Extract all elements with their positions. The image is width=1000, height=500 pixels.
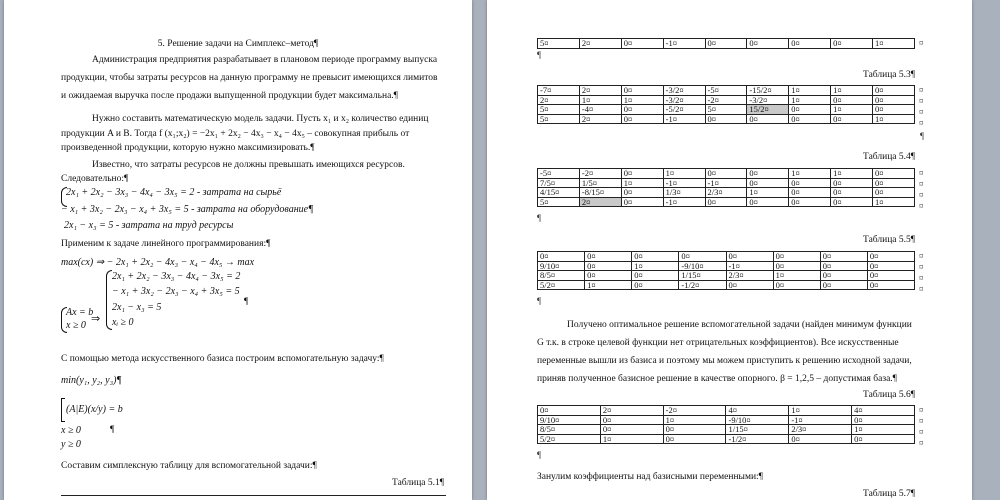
table-cell: 0¤ (789, 188, 831, 198)
table-cell: 1/3¤ (663, 188, 705, 198)
paragraph-line: Занулим коэффициенты над базисными переменными:¶ (537, 472, 763, 482)
table-cell: 0¤ (600, 415, 663, 425)
implies-arrow: ⇒ (91, 313, 101, 325)
table-row (538, 434, 915, 444)
system-row: xᵢ ≥ 0 (112, 317, 134, 328)
table-cell: 0¤ (585, 252, 632, 262)
table-cell: 1¤ (585, 280, 632, 290)
table-cell: 0¤ (873, 86, 915, 96)
paragraph-line: произведенной продукции, которую нужно максимизировать.¶ (61, 143, 315, 153)
table-cell: 0¤ (538, 406, 601, 416)
pivot-cell: 2¤ (579, 197, 621, 207)
table-cell: 2¤ (579, 86, 621, 96)
table-cell: 2/3¤ (789, 425, 852, 435)
constraint-labor: 2x₁ − x₃ = 5 - затрата на труд ресурсы (64, 220, 234, 231)
table-cell: 1/15¤ (726, 425, 789, 435)
table-cell: 0¤ (585, 271, 632, 281)
table-cell: 2/3¤ (705, 188, 747, 198)
paragraph-line: С помощью метода искусственного базиса построим вспомогательную задачу:¶ (61, 354, 384, 364)
table-cell: 1¤ (747, 188, 789, 198)
paragraph-line: продукции A и B. Тогда f (x₁;x₂) = −2x₁ + 2x₂ − 4x₃ − x₄ − 4x₅ – совокупная прибыль от (61, 129, 410, 139)
row-end-mark: ¤ (919, 190, 924, 200)
table-cell: 5¤ (538, 114, 580, 124)
table-cell: -4¤ (579, 105, 621, 115)
table-cell: 0¤ (789, 105, 831, 115)
table-cell: 0¤ (726, 252, 773, 262)
table-cell: 0¤ (873, 95, 915, 105)
table-cell: -9/10¤ (679, 261, 726, 271)
row-end-mark: ¤ (919, 85, 924, 95)
table-cell: 0¤ (621, 39, 663, 49)
table-cell: 0¤ (820, 280, 867, 290)
table-caption: Таблица 5.3¶ (863, 70, 916, 80)
paragraph-line: продукции, чтобы затраты ресурсов на данную программу не превысит имеющихся лимитов (61, 73, 438, 83)
section-heading: 5. Решение задачи на Симплекс–метод¶ (157, 39, 319, 49)
table-cell: 0¤ (747, 169, 789, 179)
table-caption: Таблица 5.4¶ (863, 152, 916, 162)
table-cell: 1¤ (789, 95, 831, 105)
table-cell: 1/15¤ (679, 271, 726, 281)
table-cell: 1¤ (789, 169, 831, 179)
paragraph-mark: ¶ (537, 296, 542, 306)
table-cell: 1¤ (773, 271, 820, 281)
table-cell: -1¤ (789, 415, 852, 425)
aux-system: (A|E)(x/y) = b (66, 404, 123, 415)
table-cell: 5¤ (538, 197, 580, 207)
table-cell: 0¤ (747, 178, 789, 188)
table-cell: 0¤ (789, 434, 852, 444)
table-cell: 2/3¤ (726, 271, 773, 281)
table-cell: 5¤ (538, 105, 580, 115)
table-cell: 1¤ (600, 434, 663, 444)
table-cell: 0¤ (600, 425, 663, 435)
row-end-mark: ¤ (919, 427, 924, 437)
table-row (538, 105, 915, 115)
table-cell: 0¤ (747, 114, 789, 124)
table-cell: 0¤ (621, 188, 663, 198)
table-cell: 0¤ (632, 271, 679, 281)
paragraph-line: Применим к задаче линейного программирования:¶ (61, 239, 271, 249)
table-cell: 5/2¤ (538, 434, 601, 444)
table-cell: -1¤ (663, 39, 705, 49)
table-cell: 5/2¤ (538, 280, 585, 290)
table-cell: -3/2¤ (663, 95, 705, 105)
table-cell: -1/2¤ (679, 280, 726, 290)
paragraph-line: Известно, что затраты ресурсов не должны превышать имеющихся ресурсов. (92, 160, 405, 170)
table-cell: 8/5¤ (538, 271, 585, 281)
aux-y-nonnegative: y ≥ 0 (61, 439, 81, 450)
table-cell: 0¤ (789, 39, 831, 49)
table-cell: -9/10¤ (726, 415, 789, 425)
table-row (538, 197, 915, 207)
system-row: 2x₁ + 2x₂ − 3x₃ − 4x₄ − 3x₅ = 2 (112, 271, 241, 282)
table-cell: -1¤ (663, 114, 705, 124)
table-row (538, 252, 915, 262)
paragraph-line: Получено оптимальное решение вспомогательной задачи (найден минимум функции (567, 320, 912, 330)
system-row: − x₁ + 3x₂ − 2x₃ − x₄ + 3x₅ = 5 (112, 286, 240, 297)
paragraph-line: переменные вышли из базиса и поэтому мы можем приступить к решению исходной задачи, (537, 356, 912, 366)
table-cell: 0¤ (789, 197, 831, 207)
table-cell: 1¤ (789, 406, 852, 416)
table-cell: 1¤ (873, 39, 915, 49)
table-caption: Таблица 5.1¶ (392, 478, 445, 488)
table-cell: 0¤ (632, 252, 679, 262)
table-cell: 1¤ (789, 86, 831, 96)
table-caption: Таблица 5.6¶ (863, 390, 916, 400)
table-cell: 0¤ (867, 280, 914, 290)
min-expression: min(y₁, y₂, y₃)¶ (61, 375, 122, 386)
row-end-mark: ¤ (919, 251, 924, 261)
row-end-mark: ¤ (919, 284, 924, 294)
row-end-mark: ¤ (919, 405, 924, 415)
table-cell: 0¤ (873, 169, 915, 179)
table-cell: 0¤ (820, 271, 867, 281)
table-cell: 8/5¤ (538, 425, 601, 435)
table-cell: 1¤ (579, 95, 621, 105)
table-cell: 0¤ (663, 425, 726, 435)
table-cell: 1¤ (663, 415, 726, 425)
paragraph-line: и ожидаемая выручка после продажи выпущенной продукции будет максимальна.¶ (61, 91, 398, 101)
table-cell: 4/15¤ (538, 188, 580, 198)
table-cell: -5¤ (705, 86, 747, 96)
table-row (538, 415, 915, 425)
simplex-table-continuation (537, 38, 915, 49)
table-cell: 0¤ (663, 434, 726, 444)
table-row (538, 114, 915, 124)
row-end-mark: ¤ (919, 118, 924, 128)
table-cell: 5¤ (538, 39, 580, 49)
table-cell: 1¤ (621, 178, 663, 188)
row-end-mark: ¤ (919, 38, 924, 48)
table-row (538, 406, 915, 416)
table-cell: 1/5¤ (579, 178, 621, 188)
table-cell: 0¤ (705, 39, 747, 49)
paragraph-mark: ¶ (110, 425, 115, 435)
table-row (538, 280, 915, 290)
row-end-mark: ¤ (919, 262, 924, 272)
table-cell: -8/15¤ (579, 188, 621, 198)
table-cell: 0¤ (773, 280, 820, 290)
system-row: 2x₁ − x₃ = 5 (112, 302, 162, 313)
table-cell: 0¤ (820, 252, 867, 262)
table-cell: 0¤ (831, 39, 873, 49)
table-cell: -1¤ (663, 197, 705, 207)
row-end-mark: ¤ (919, 168, 924, 178)
table-cell: 0¤ (773, 261, 820, 271)
table-cell: 5¤ (705, 105, 747, 115)
simplex-table-5-3 (537, 85, 915, 124)
table-row (538, 425, 915, 435)
table-row (538, 39, 915, 49)
table-cell: -7¤ (538, 86, 580, 96)
table-cell: 0¤ (852, 434, 915, 444)
table-cell: 9/10¤ (538, 415, 601, 425)
table-cell: 1¤ (831, 105, 873, 115)
table-row (538, 169, 915, 179)
aux-bracket (61, 398, 65, 422)
table-cell: -1/2¤ (726, 434, 789, 444)
table-cell: 2¤ (600, 406, 663, 416)
table-row (538, 86, 915, 96)
table-cell: 0¤ (747, 39, 789, 49)
table-cell: -5¤ (538, 169, 580, 179)
table-cell: 0¤ (873, 105, 915, 115)
objective-function: max(cx) ⇒ − 2x₁ + 2x₂ − 4x₃ − x₄ − 4x₅ → max (61, 257, 255, 268)
paragraph-line: Составим симплексную таблицу для вспомогательной задачи:¶ (61, 461, 317, 471)
table-cell: 0¤ (852, 415, 915, 425)
table-cell: 0¤ (621, 105, 663, 115)
table-caption: Таблица 5.5¶ (863, 235, 916, 245)
table-cell: 1¤ (873, 114, 915, 124)
paragraph-line: приняв полученное базисное решение в качестве опорного. β = 1,2,5 – допустимая база.¶ (537, 374, 897, 384)
paragraph-line: Следовательно:¶ (61, 174, 129, 184)
table-cell: 0¤ (873, 188, 915, 198)
table-row (538, 188, 915, 198)
table-cell: 0¤ (789, 178, 831, 188)
table-cell: -1¤ (705, 178, 747, 188)
table-cell: 1¤ (852, 425, 915, 435)
table-cell: 1¤ (831, 169, 873, 179)
table-cell: 0¤ (632, 280, 679, 290)
table-cell: 0¤ (621, 86, 663, 96)
row-end-mark: ¤ (919, 179, 924, 189)
table-cell: 0¤ (585, 261, 632, 271)
table-cell: 2¤ (579, 114, 621, 124)
table-cell: 2¤ (579, 39, 621, 49)
table-top-edge (61, 495, 446, 496)
table-row (538, 95, 915, 105)
table-cell: 1¤ (621, 95, 663, 105)
table-cell: 1¤ (873, 197, 915, 207)
row-end-mark: ¤ (919, 273, 924, 283)
table-row (538, 178, 915, 188)
pivot-cell: 15/2¤ (747, 105, 789, 115)
table-cell: 4¤ (726, 406, 789, 416)
table-cell: 2¤ (538, 95, 580, 105)
table-cell: 0¤ (705, 114, 747, 124)
row-end-mark: ¤ (919, 201, 924, 211)
paragraph-line: G т.к. в строке целевой функции нет отрицательных коэффициентов). Все искусственные (537, 338, 899, 348)
table-cell: 1¤ (663, 169, 705, 179)
table-cell: -3/2¤ (747, 95, 789, 105)
table-cell: -1¤ (726, 261, 773, 271)
constraint-equipment: − x₁ + 3x₂ − 2x₃ − x₄ + 3x₅ = 5 - затрата на оборудование¶ (61, 204, 314, 215)
paragraph-line: Администрация предприятия разрабатывает в плановом периоде программу выпуска (92, 55, 438, 65)
table-cell: -2¤ (663, 406, 726, 416)
paragraph-mark: ¶ (244, 297, 249, 307)
table-row (538, 271, 915, 281)
table-cell: 9/10¤ (538, 261, 585, 271)
table-cell: 0¤ (867, 271, 914, 281)
table-cell: 0¤ (831, 188, 873, 198)
constraint-raw-materials: 2x₁ + 2x₂ − 3x₃ − 4x₄ − 3x₅ = 2 - затрата на сырьё (66, 187, 282, 198)
paragraph-line: Нужно составить математическую модель задачи. Пусть x₁ и x₂ количество единиц (92, 114, 429, 124)
table-cell: 0¤ (831, 95, 873, 105)
row-end-mark: ¤ (919, 438, 924, 448)
table-cell: 0¤ (831, 114, 873, 124)
table-cell: -2¤ (579, 169, 621, 179)
document-page-left (4, 0, 472, 500)
x-nonnegative: x ≥ 0 (66, 320, 86, 331)
simplex-table-5-5 (537, 251, 915, 290)
table-cell: 0¤ (747, 197, 789, 207)
table-cell: 0¤ (873, 178, 915, 188)
table-cell: -15/2¤ (747, 86, 789, 96)
table-cell: 0¤ (726, 280, 773, 290)
table-cell: -1¤ (663, 178, 705, 188)
paragraph-mark: ¶ (537, 50, 542, 60)
table-cell: 0¤ (705, 197, 747, 207)
ax-equals-b: Ax = b (66, 307, 94, 318)
table-cell: -2¤ (705, 95, 747, 105)
table-cell: 0¤ (789, 114, 831, 124)
table-cell: 0¤ (820, 261, 867, 271)
table-cell: 0¤ (621, 114, 663, 124)
table-cell: 1¤ (831, 86, 873, 96)
table-cell: 0¤ (538, 252, 585, 262)
paragraph-mark: ¶ (537, 213, 542, 223)
table-cell: 0¤ (867, 261, 914, 271)
row-end-mark: ¤ (919, 416, 924, 426)
simplex-table-5-4 (537, 168, 915, 207)
aux-x-nonnegative: x ≥ 0 (61, 425, 81, 436)
table-cell: 4¤ (852, 406, 915, 416)
row-end-mark: ¤ (919, 96, 924, 106)
table-row (538, 261, 915, 271)
table-cell: 1¤ (632, 261, 679, 271)
table-cell: -5/2¤ (663, 105, 705, 115)
table-cell: -3/2¤ (663, 86, 705, 96)
table-cell: 0¤ (831, 197, 873, 207)
table-cell: 7/5¤ (538, 178, 580, 188)
simplex-table-5-6 (537, 405, 915, 444)
table-caption: Таблица 5.7¶ (863, 489, 916, 499)
row-end-mark: ¤ (919, 107, 924, 117)
table-cell: 0¤ (679, 252, 726, 262)
table-cell: 0¤ (867, 252, 914, 262)
table-cell: 0¤ (773, 252, 820, 262)
paragraph-mark: ¶ (920, 131, 925, 141)
table-cell: 0¤ (621, 169, 663, 179)
document-page-right (487, 0, 972, 500)
table-cell: 0¤ (705, 169, 747, 179)
paragraph-mark: ¶ (537, 450, 542, 460)
table-cell: 0¤ (621, 197, 663, 207)
table-cell: 0¤ (831, 178, 873, 188)
